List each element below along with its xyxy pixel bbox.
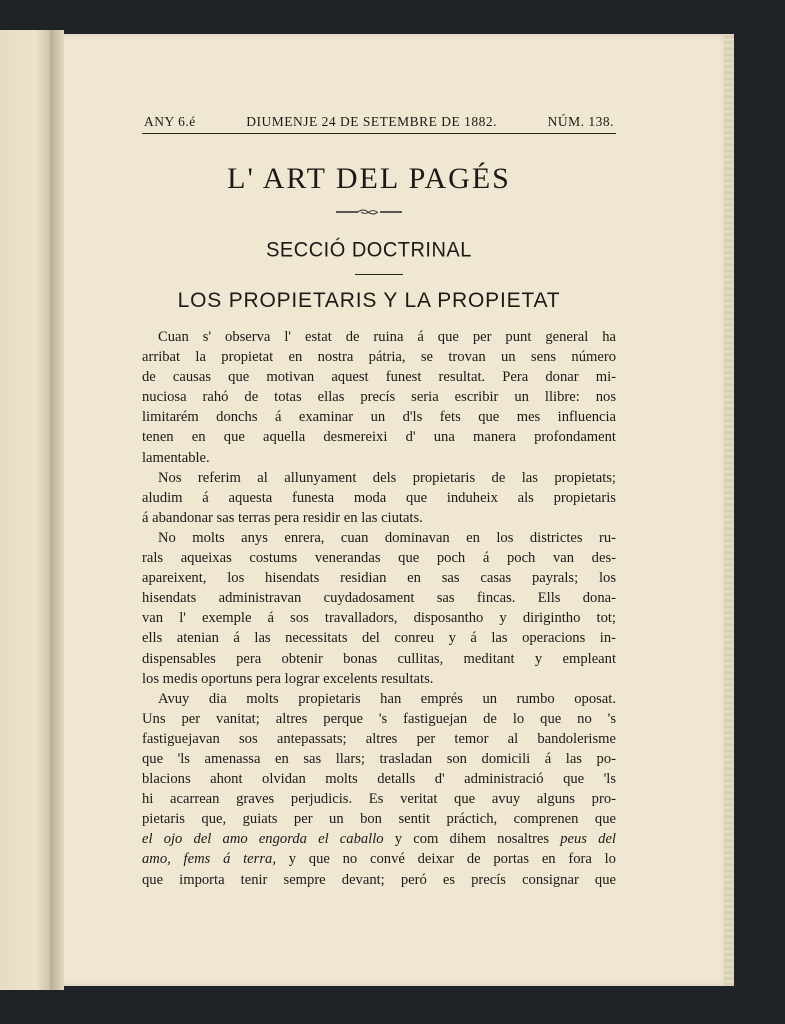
header-rule	[142, 133, 616, 134]
text-line: Uns per vanitat; altres perque 's fastiguejan de lo que no 's	[142, 710, 616, 727]
text-line: Cuan s' observa l' estat de ruina á que per punt general ha	[158, 329, 616, 345]
text-line: pietaris que, guiats per un bon sentit práctich, comprenen que	[142, 811, 616, 828]
section-rule	[355, 274, 403, 275]
italic-phrase: amo, fems á terra,	[142, 851, 276, 868]
text-line: que 'ls amenassa en sas llars; trasladan son domicili á las po-	[142, 750, 616, 767]
text-line: rals aqueixas costums venerandas que poch á poch van des-	[142, 550, 616, 567]
book-gutter	[50, 30, 64, 990]
text-line: arribat la propietat en nostra pátria, se trovan un sens número	[142, 349, 616, 366]
text-fragment: y com dihem nosaltres	[383, 831, 561, 848]
article-body	[142, 327, 616, 890]
text-line: fastiguejavan sos antepassats; altres per temor al bandolerisme	[142, 730, 616, 747]
italic-phrase: el ojo del amo engorda el caballo	[142, 831, 384, 848]
book-page	[64, 34, 732, 986]
text-line: limitarém donchs á examinar un d'ls fets que mes influencia	[142, 409, 616, 426]
ornament-divider	[336, 208, 402, 216]
text-fragment: y que no convé deixar de portas en fora lo	[275, 851, 616, 868]
article-title: LOS PROPIETARIS Y LA PROPIETAT	[177, 289, 561, 312]
text-line-mixed	[142, 829, 616, 849]
header-date: DIUMENJE 24 DE SETEMBRE DE 1882.	[246, 114, 498, 129]
masthead-title: L' ART DEL PAGÉS	[227, 162, 511, 195]
page-edge	[724, 34, 734, 986]
text-line: aludim á aquesta funesta moda que induheix als propietaris	[142, 489, 616, 506]
header-number: NÚM. 138.	[547, 114, 614, 129]
text-line: ells atenian á las necessitats del conreu y á las operacions in-	[142, 630, 616, 647]
text-line: blacions ahont olvidan molts detalls d' administració que 'ls	[142, 771, 616, 788]
facing-page-edge	[0, 30, 51, 990]
text-line: dispensables pera obtenir bonas cullitas, meditant y empleant	[142, 650, 616, 667]
italic-phrase: peus del	[560, 831, 616, 848]
text-line: hi acarrean graves perjudicis. Es veritat que avuy alguns pro-	[142, 791, 616, 808]
header-year: ANY 6.é	[144, 114, 196, 129]
text-line-mixed	[142, 849, 616, 869]
text-line: que importa tenir sempre devant; peró es precís consignar que	[142, 871, 616, 888]
text-line: hisendats administravan cuydadosament sas fincas. Ells dona-	[142, 590, 616, 607]
text-line: los medis oportuns pera lograr excelents resultats.	[142, 670, 434, 687]
text-line: de causas que motivan aquest funest resultat. Pera donar mi-	[142, 369, 616, 386]
text-line: van l' exemple á sos travalladors, disposantho y dirigintho tot;	[142, 610, 616, 627]
page-header	[144, 114, 614, 130]
text-line: tenen en que aquella desmereixi d' una manera profondament	[142, 429, 616, 446]
text-line: nuciosa rahó de totas ellas precís seria escribir un llibre: nos	[142, 389, 616, 406]
text-line: Avuy dia molts propietaris han emprés un rumbo oposat.	[158, 690, 616, 707]
text-line: Nos referim al allunyament dels propietaris de las propietats;	[158, 469, 616, 486]
section-title: SECCIÓ DOCTRINAL	[266, 238, 472, 262]
text-line: apareixent, los hisendats residian en sas casas payrals; los	[142, 570, 616, 587]
text-line: lamentable.	[142, 449, 210, 466]
text-line: á abandonar sas terras pera residir en las ciutats.	[142, 509, 423, 526]
text-line: No molts anys enrera, cuan dominavan en los districtes ru-	[158, 529, 616, 546]
